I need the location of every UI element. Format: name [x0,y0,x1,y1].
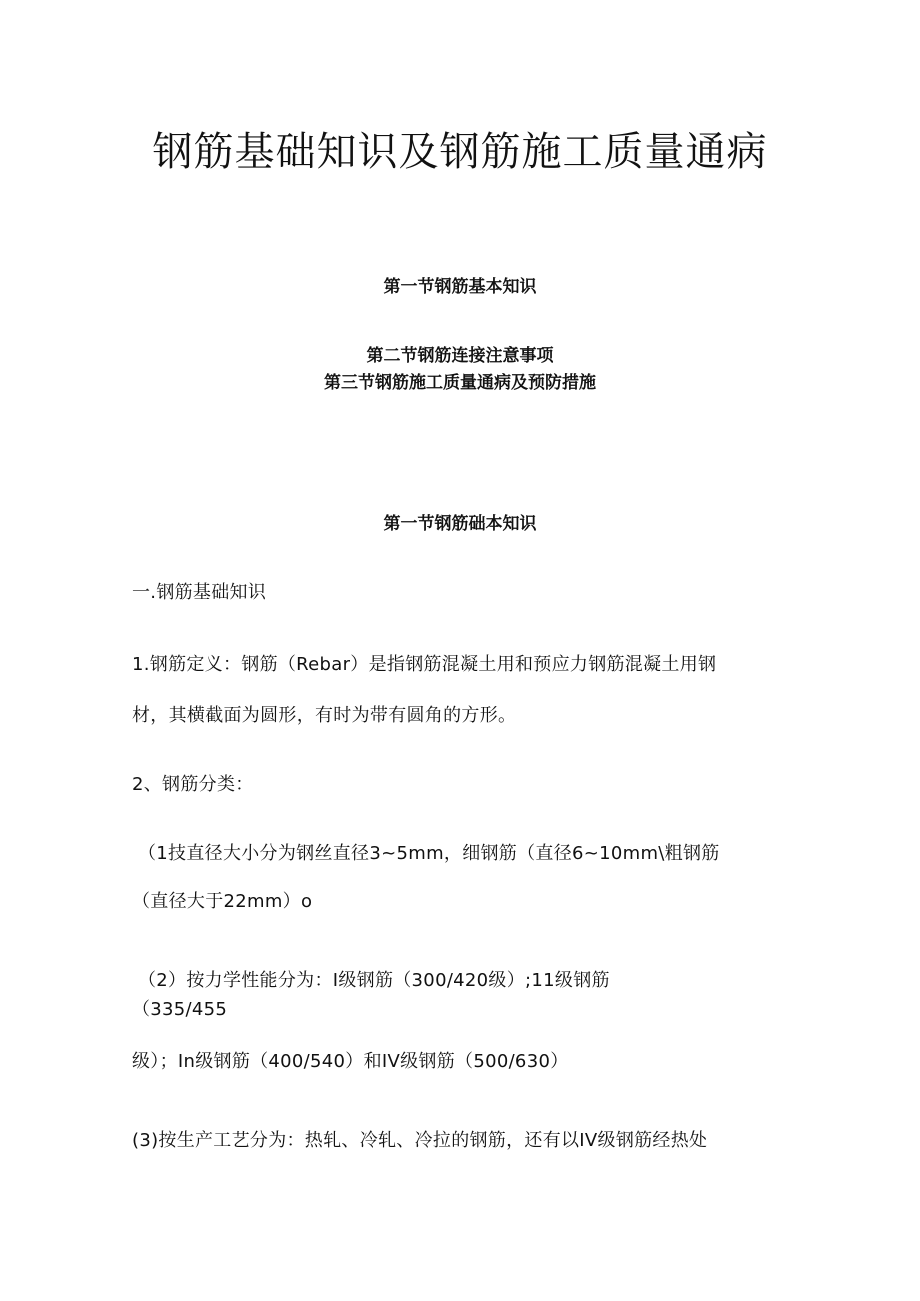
document-title: 钢筋基础知识及钢筋施工质量通病 [152,129,768,175]
section-heading: 第一节钢筋础本知识 [383,514,537,534]
toc-item-3: 第三节钢筋施工质量通病及预防措施 [324,373,596,393]
paragraph-line-6: （2）按力学性能分为：I级钢筋（300/420级）;11级钢筋 [138,970,610,991]
paragraph-line-8: 级）；In级钢筋（400/540）和IV级钢筋（500/630） [132,1051,569,1072]
paragraph-line-3: 2、钢筋分类： [132,774,254,795]
paragraph-line-2: 材，其横截面为圆形，有时为带有圆角的方形。 [132,705,517,726]
paragraph-line-1: 1.钢筋定义：钢筋（Rebar）是指钢筋混凝土用和预应力钢筋混凝土用钢 [132,654,717,675]
subheading: 一.钢筋基础知识 [132,582,267,603]
paragraph-line-4: （1技直径大小分为钢丝直径3~5mm，细钢筋（直径6~10mm\粗钢筋 [138,843,720,864]
paragraph-line-7: （335/455 [132,999,228,1020]
paragraph-line-9: (3)按生产工艺分为：热轧、冷轧、冷拉的钢筋，还有以IV级钢筋经热处 [132,1130,708,1151]
toc-item-1: 第一节钢筋基本知识 [383,277,537,297]
toc-item-2: 第二节钢筋连接注意事项 [366,346,554,366]
paragraph-line-5: （直径大于22mm）o [132,891,313,912]
